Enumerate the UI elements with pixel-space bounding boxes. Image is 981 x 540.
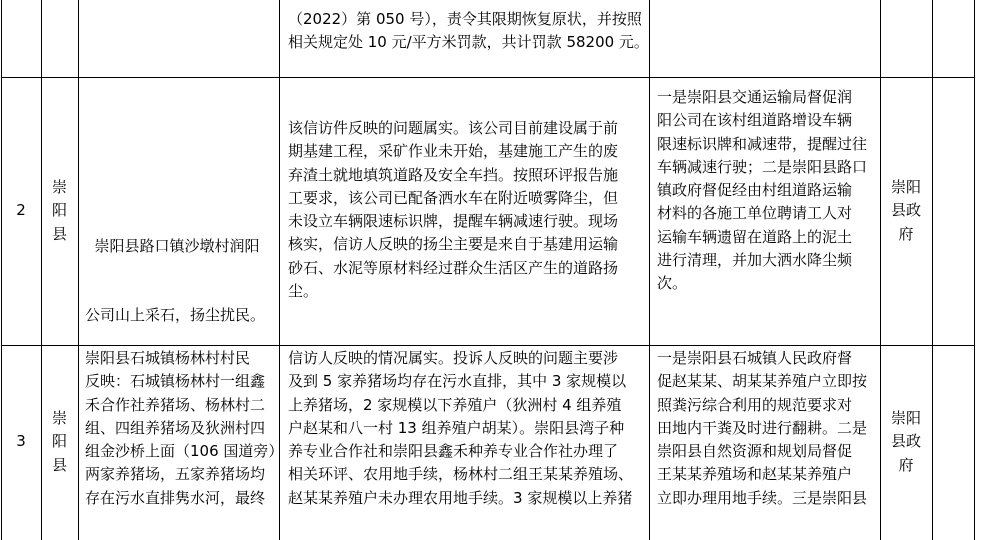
row-number: 2	[16, 201, 26, 219]
text-line: 次。	[657, 274, 688, 293]
text-line: 县	[51, 224, 67, 243]
text-line: 崇阳县石城镇杨林村村民	[85, 349, 251, 367]
responsible-unit	[880, 407, 932, 477]
finding-text	[288, 117, 618, 303]
text-line: 一是崇阳县交通运输局督促润	[657, 88, 853, 106]
issue-text	[85, 347, 283, 510]
text-line: 照粪污综合利用的规范要求对	[657, 395, 853, 414]
text-line: 组、四组养猪场及狄洲村四	[85, 418, 266, 437]
measures-text	[657, 347, 867, 510]
text-line: 王某某养殖场和赵某某养殖户	[657, 465, 853, 484]
text-line: 该信访件反映的问题属实。该公司目前建设属于前	[288, 119, 619, 137]
text-line: 存在污水直排隽水河，最终	[85, 488, 266, 507]
text-line: 崇阳	[890, 409, 921, 427]
county-name	[41, 407, 78, 477]
text-line: 公司山上采石，扬尘扰民。	[85, 306, 266, 325]
text-line: 核实，信访人反映的扬尘主要是来自于基建用运输	[288, 235, 619, 254]
text-line: 崇阳县路口镇沙墩村润阳	[85, 236, 260, 255]
text-line: 进行清理，并加大洒水降尘频	[657, 251, 853, 270]
row-number: 3	[16, 432, 26, 450]
text-line: 养专业合作社和崇阳县鑫禾种养专业合作社办理了	[288, 442, 619, 461]
text-line: 县政	[890, 432, 921, 451]
column-border	[974, 0, 975, 540]
text-line: 赵某某养殖户未办理农用地手续。3 家规模以上养猪	[288, 488, 633, 507]
text-line: 禾合作社养猪场、杨林村二	[85, 395, 266, 414]
text-line: 崇阳县自然资源和规划局督促	[657, 442, 853, 461]
column-border	[649, 0, 650, 540]
text-line: 两家养猪场，五家养猪场均	[85, 465, 266, 484]
text-line: 材料的各施工单位聘请工人对	[657, 204, 853, 223]
text-line: 及到 5 家养猪场均存在污水直排，其中 3 家规模以	[288, 372, 627, 391]
text-line: 田地内干粪及时进行翻耕。二是	[657, 418, 868, 437]
text-line: 砂石、水泥等原材料经过群众生活区产生的道路扬	[288, 258, 619, 277]
text-line: 信访人反映的情况属实。投诉人反映的问题主要涉	[288, 349, 619, 367]
text-line: 立即办理用地手续。三是崇阳县	[657, 488, 868, 507]
text-line: 车辆减速行驶；二是崇阳县路口	[657, 157, 868, 176]
column-border	[78, 0, 79, 540]
text-line: 府	[898, 224, 914, 243]
text-line: 相关规定处 10 元/平方米罚款，共计罚款 58200 元。	[288, 33, 649, 52]
text-line: 阳	[51, 432, 67, 451]
text-line: 期基建工程，采矿作业未开始，基建施工产生的废	[288, 142, 619, 161]
measures-text	[657, 86, 867, 296]
text-line: 阳公司在该村组道路增设车辆	[657, 111, 853, 130]
text-line: 县	[51, 455, 67, 474]
text-line: 弃渣土就地填筑道路及安全车挡。按照环评报告施	[288, 165, 619, 184]
text-line: 尘。	[288, 282, 319, 301]
column-border	[932, 0, 933, 540]
text-line: 镇政府督促经由村组道路运输	[657, 181, 853, 200]
text-line: 崇	[51, 409, 67, 427]
column-border	[1, 0, 2, 540]
text-line: 崇	[51, 178, 67, 196]
text-line: 促赵某某、胡某某养殖户立即按	[657, 372, 868, 391]
text-line: 府	[898, 455, 914, 474]
text-line: 未设立车辆限速标识牌，提醒车辆减速行驶。现场	[288, 212, 619, 231]
text-line: 户赵某和八一村 13 组养殖户胡某）。崇阳县湾子种	[288, 418, 625, 437]
text-line: 反映：石城镇杨林村一组鑫	[85, 372, 266, 391]
text-line: 县政	[890, 201, 921, 220]
finding-text	[288, 347, 633, 510]
text-line: 工要求，该公司已配备洒水车在附近喷雾降尘，但	[288, 188, 619, 207]
text-line: 上养猪场，2 家规模以下养殖户（狄洲村 4 组养殖	[288, 395, 622, 414]
row-border	[1, 77, 975, 78]
text-line: 阳	[51, 201, 67, 220]
text-line: 运输车辆遗留在道路上的泥土	[657, 227, 853, 246]
text-line: 崇阳	[890, 178, 921, 196]
text-line: 限速标识牌和减速带，提醒过往	[657, 134, 868, 153]
county-name	[41, 176, 78, 246]
text-line: 组金沙桥上面（106 国道旁）	[85, 442, 284, 461]
responsible-unit	[880, 176, 932, 246]
text-line: （2022）第 050 号），责令其限期恢复原状，并按照	[288, 10, 642, 28]
text-line: 相关环评、农用地手续，杨林村二组王某某养殖场、	[288, 465, 634, 484]
finding-text	[288, 8, 649, 55]
text-line: 一是崇阳县石城镇人民政府督	[657, 349, 853, 367]
